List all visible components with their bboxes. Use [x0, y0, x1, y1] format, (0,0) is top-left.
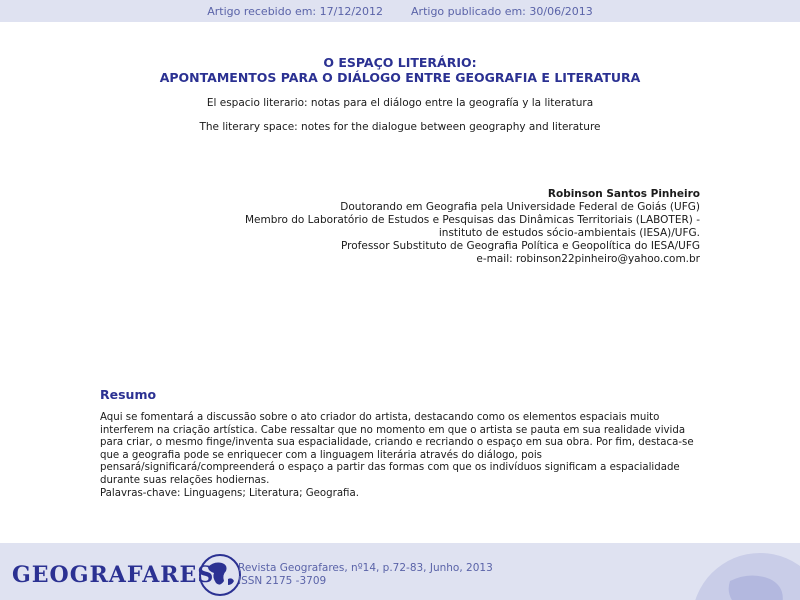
abstract-heading: Resumo	[100, 387, 157, 402]
logo-text: GEOGRAFARES	[12, 562, 215, 588]
footer-band	[0, 543, 800, 600]
title-line-2: APONTAMENTOS PARA O DIÁLOGO ENTRE GEOGRAFIA E LITERATURA	[159, 70, 641, 85]
author-email: e-mail: robinson22pinheiro@yahoo.com.br	[476, 253, 700, 265]
author-affiliation-3: instituto de estudos sócio-ambientais (IESA)/UFG.	[438, 227, 700, 239]
author-affiliation-2: Membro do Laboratório de Estudos e Pesquisas das Dinâmicas Territoriais (LABOTER) -	[245, 214, 700, 226]
keywords: Palavras-chave: Linguagens; Literatura; Geografia.	[100, 488, 359, 499]
subtitle-english: The literary space: notes for the dialogue between geography and literature	[199, 121, 601, 133]
article-dates-bar	[0, 0, 800, 22]
decorative-globe-icon	[690, 551, 800, 600]
subtitle-spanish: El espacio literario: notas para el diálogo entre la geografía y la literatura	[206, 97, 594, 109]
author-affiliation-4: Professor Substituto de Geografia Política e Geopolítica do IESA/UFG	[341, 240, 700, 252]
abstract-text: Aqui se fomentará a discussão sobre o ato criador do artista, destacando como os elementos espaciais muito interferem na criação artística. Cabe ressaltar que no momento em que o artista se pauta em sua realidade vivida para criar, o mesmo finge/inventa sua espacialidade, criando e recriando o espaço em sua obra. Por fim, destaca-se que a geografia pode se enriquecer com a linguagem literária através do diálogo, pois pensará/significará/compreenderá o espaço a partir das formas com que os indivíduos significam a espacialidade durante suas relações hodiernas.	[100, 412, 694, 486]
received-date: Artigo recebido em: 17/12/2012	[207, 4, 384, 18]
globe-icon	[198, 553, 242, 597]
article-title	[0, 55, 800, 85]
journal-issn: ISSN 2175 -3709	[238, 575, 327, 587]
journal-citation: Revista Geografares, nº14, p.72-83, Junho, 2013	[238, 562, 493, 574]
journal-logo	[12, 553, 242, 597]
author-affiliation-1: Doutorando em Geografia pela Universidade Federal de Goiás (UFG)	[340, 201, 700, 213]
published-date: Artigo publicado em: 30/06/2013	[411, 4, 593, 18]
author-name: Robinson Santos Pinheiro	[547, 188, 700, 200]
title-line-1: O ESPAÇO LITERÁRIO:	[323, 55, 477, 70]
author-info	[240, 188, 700, 266]
journal-info	[238, 562, 493, 588]
